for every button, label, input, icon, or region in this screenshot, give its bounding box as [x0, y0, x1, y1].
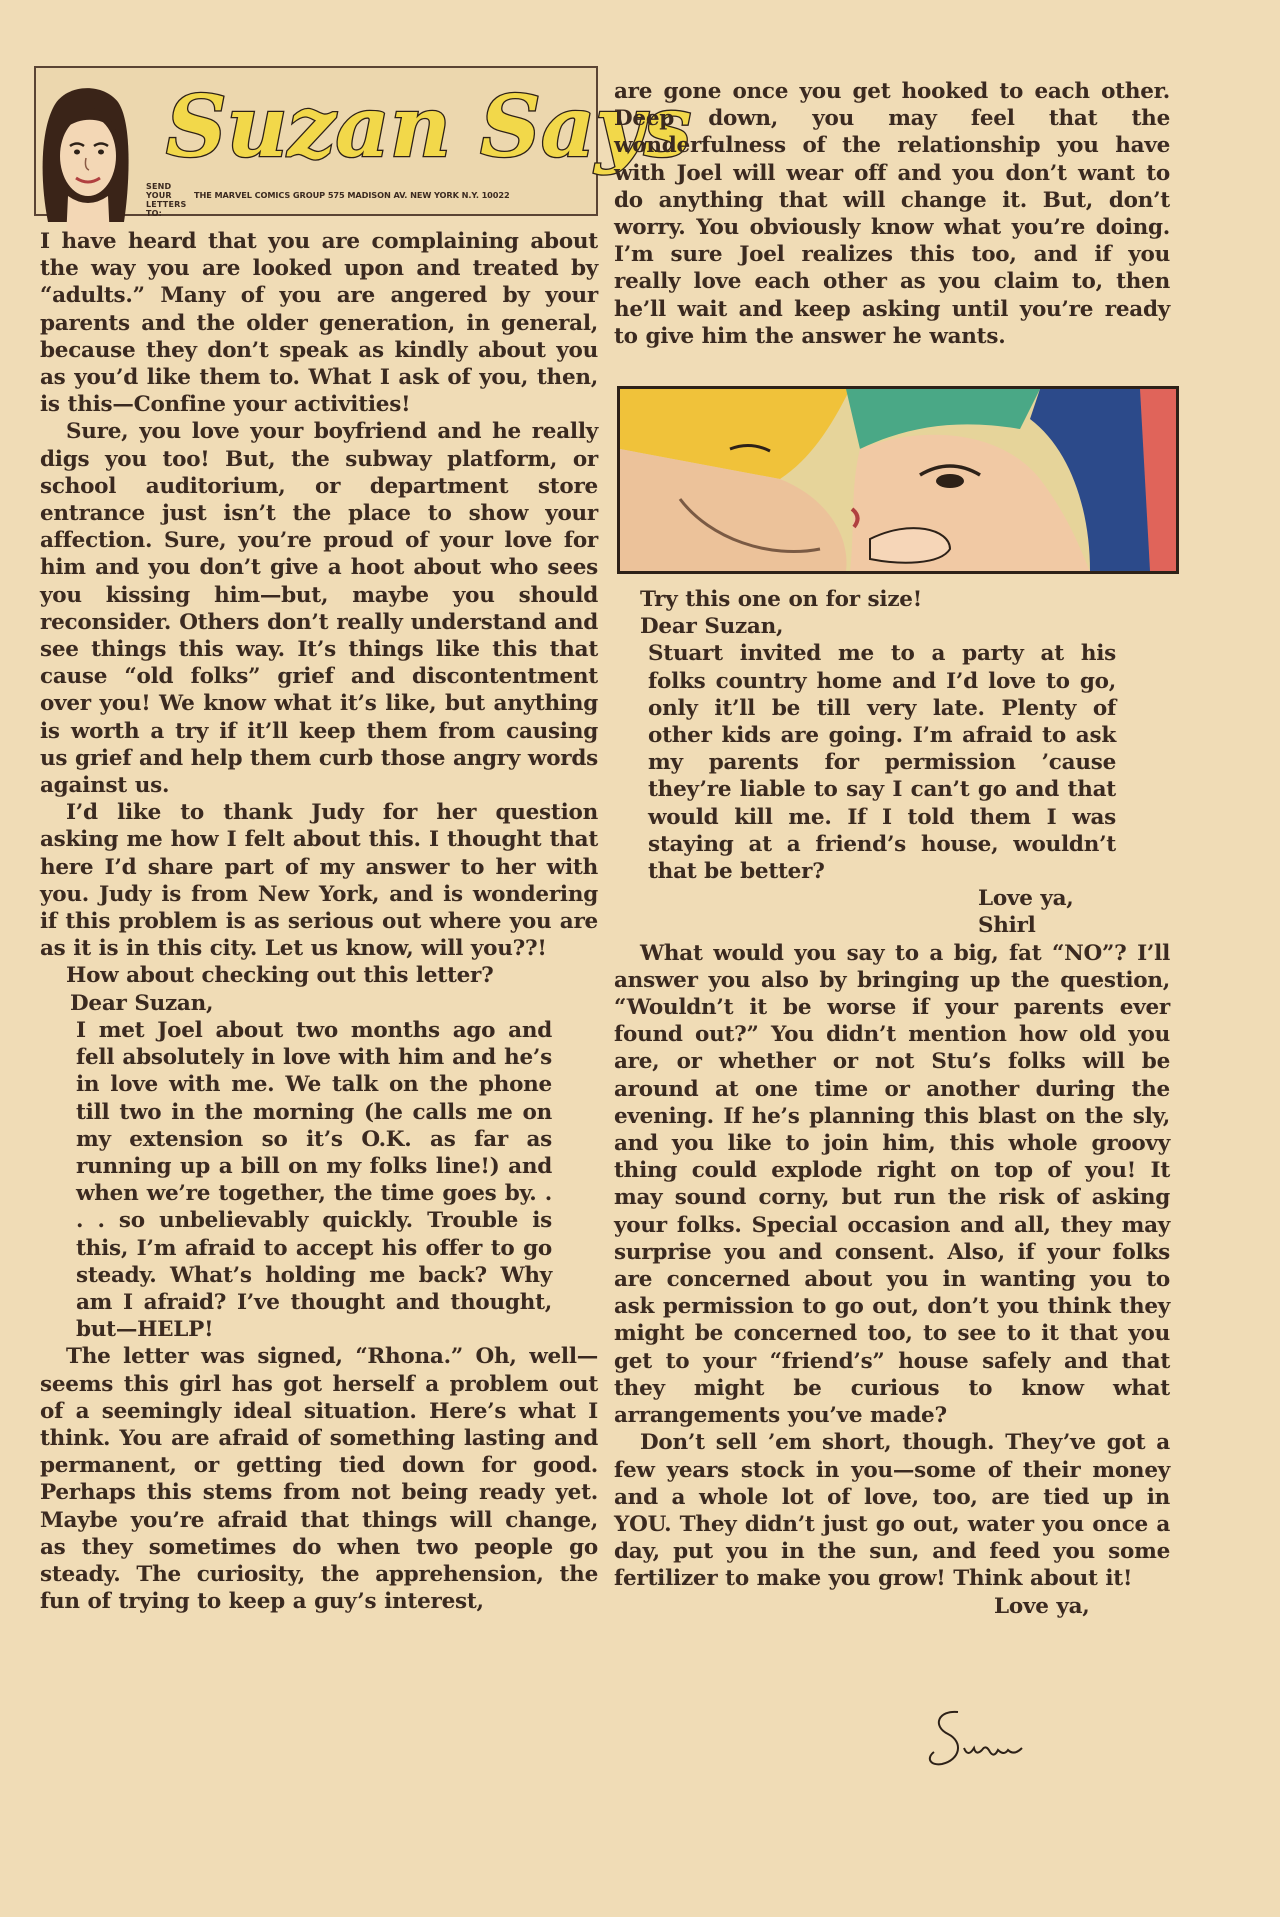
paragraph: What would you say to a big, fat “NO”? I’ll answer you also by bringing up the question, “Wouldn’t it be worse if your parents ever found out?” You didn’t mention how old you are, or whether or not Stu’s folks will be around at one time or another during the evening. If he’s planning this blast on the sly, and you like to join him, this whole groovy thing could explode right on top of you! It may sound corny, but run the risk of asking your folks. Special occasion and all, they may surprise you and consent. Also, if your folks are concerned about you in wanting you to ask permission to go out, don’t you think they might be concerned too, to see to it that you get to your “friend’s” house safely and that they might be curious to know what arrangements you’ve made? [614, 940, 1170, 1429]
signature-text: Suzan [980, 1780, 984, 1781]
paragraph: are gone once you get hooked to each other. Deep down, you may feel that the wonderfulness of the relationship you have with Joel will wear off and you don’t want to do anything that will change it. But, don’t worry. You obviously know what you’re doing. I’m sure Joel realizes this too, and if you really love each other as you claim to, then he’ll wait and keep asking until you’re ready to give him the answer he wants. [614, 79, 1170, 349]
logo-text: Suzan Says [166, 77, 692, 176]
comic-panel-art [620, 389, 1176, 571]
suzan-signature [920, 1704, 1040, 1784]
paragraph: How about checking out this letter? [66, 963, 494, 989]
suzan-says-logo [156, 72, 692, 182]
mailing-address: THE MARVEL COMICS GROUP 575 MADISON AV. NEW YORK N.Y. 10022 [194, 190, 510, 200]
reader-letter: I met Joel about two months ago and fell absolutely in love with him and he’s in love with me. We talk on the phone till two in the morning (he calls me on my extension so it’s O.K. as far as running up a bill on my folks line!) and when we’re together, the time goes by. . . . so unbelievably quickly. Trouble is this, I’m afraid to accept his offer to go steady. What’s holding me back? Why am I afraid? I’ve thought and thought, but—HELP! [76, 1017, 552, 1343]
paragraph: I’d like to thank Judy for her question asking me how I felt about this. I thought that here I’d share part of my answer to her with you. Judy is from New York, and is wondering if this problem is as serious out where you are as it is in this city. Let us know, will you??! [40, 800, 598, 962]
right-column-top [614, 78, 1170, 350]
send-letters-label: SEND YOUR LETTERS TO: [146, 182, 187, 218]
paragraph: I have heard that you are complaining about the way you are looked upon and treated by “adults.” Many of you are angered by your parents and the older generation, in general, because they don’t speak as kindly about you as you’d like them to. What I ask of you, then, is this—Confine your activities! [40, 229, 598, 418]
letter-greeting: Dear Suzan, [70, 990, 214, 1016]
right-column-bottom [614, 586, 1170, 1620]
letter-greeting: Dear Suzan, [640, 614, 784, 640]
final-signoff: Love ya, [994, 1593, 1090, 1619]
paragraph: Try this one on for size! [640, 587, 922, 612]
suzan-says-header [34, 66, 692, 218]
paragraph: Sure, you love your boyfriend and he really digs you too! But, the subway platform, or school auditorium, or department store entrance just isn’t the place to show your affection. Sure, you’re proud of your love for him and you don’t give a hoot about who sees you kissing him—but, maybe you should reconsider. Others don’t really understand and see things this way. It’s things like this that cause “old folks” grief and discontentment over you! We know what it’s like, but anything is worth a try if it’ll keep them from causing us grief and help them curb those angry words against us. [40, 419, 598, 799]
reader-letter: Stuart invited me to a party at his folks country home and I’d love to go, only it’ll be till very late. Plenty of other kids are going. I’m afraid to ask my parents for permission ’cause they’re liable to say I can’t go and that would kill me. If I told them I was staying at a friend’s house, wouldn’t that be better? [648, 641, 1116, 885]
paragraph: The letter was signed, “Rhona.” Oh, well—seems this girl has got herself a problem out of a seemingly ideal situation. Here’s what I think. You are afraid of something lasting and permanent, or getting tied down for good. Perhaps this stems from not being ready yet. Maybe you’re afraid that things will change, as they sometimes do when two people go steady. The curiosity, the apprehension, the fun of trying to keep a guy’s interest, [40, 1344, 598, 1615]
left-column [40, 228, 598, 1615]
suzan-portrait-icon [38, 72, 134, 240]
letter-writer-name: Shirl [978, 913, 1036, 939]
paragraph: Don’t sell ’em short, though. They’ve got a few years stock in you—some of their money and a whole lot of love, too, are tied up in YOU. They didn’t just go out, water you once a day, put you in the sun, and feed you some fertilizer to make you grow! Think about it! [614, 1430, 1170, 1592]
kissing-couple-illustration [617, 386, 1179, 574]
letter-signoff: Love ya, [978, 886, 1074, 912]
